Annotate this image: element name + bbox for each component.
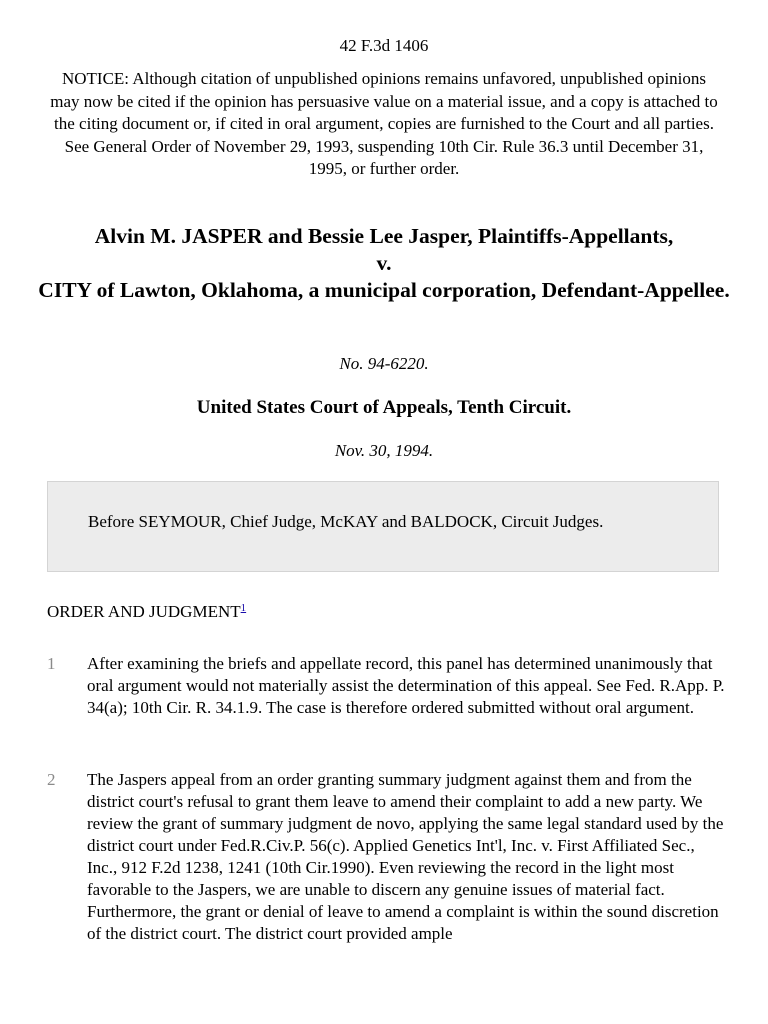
- judges-panel-box: [47, 481, 719, 572]
- paragraph-text: After examining the briefs and appellate record, this panel has determined unanimously that oral argument would not materially assist the determination of this appeal. See Fed. R.App. P. 34(a); 10th Cir. R. 34.1.9. The case is therefore ordered submitted without oral argument.: [87, 654, 725, 717]
- paragraph-number: 2: [47, 770, 56, 789]
- caption-defendant: CITY of Lawton, Oklahoma, a municipal corporation, Defendant-Appellee.: [38, 278, 730, 302]
- caption-plaintiffs: Alvin M. JASPER and Bessie Lee Jasper, Plaintiffs-Appellants,: [94, 224, 674, 248]
- court-name: United States Court of Appeals, Tenth Circuit.: [196, 397, 572, 418]
- decision-date: Nov. 30, 1994.: [334, 441, 434, 460]
- footnote-1-link[interactable]: 1: [240, 602, 247, 614]
- docket-number: No. 94-6220.: [339, 354, 429, 373]
- reporter-citation: 42 F.3d 1406: [339, 36, 429, 55]
- case-caption: [30, 223, 738, 304]
- caption-versus: v.: [376, 251, 392, 275]
- section-title: ORDER AND JUDGMENT: [47, 602, 241, 621]
- paragraph-text: The Jaspers appeal from an order granting summary judgment against them and from the district court's refusal to grant them leave to amend their complaint to add a new party. We review the grant of summary judgment de novo, applying the same legal standard used by the district court under Fed.R.Civ.P. 56(c). Applied Genetics Int'l, Inc. v. First Affiliated Sec., Inc., 912 F.2d 1238, 1241 (10th Cir.1990). Even reviewing the record in the light most favorable to the Jaspers, we are unable to discern any genuine issues of material fact. Furthermore, the grant or denial of leave to amend a complaint is within the sound discretion of the district court. The district court provided ample: [87, 770, 724, 943]
- judges-panel-text: Before SEYMOUR, Chief Judge, McKAY and BALDOCK, Circuit Judges.: [88, 512, 604, 531]
- unpublished-notice: NOTICE: Although citation of unpublished opinions remains unfavored, unpublished opinions may now be cited if the opinion has persuasive value on a material issue, and a copy is attached to the citing document or, if cited in oral argument, copies are furnished to the Court and all parties. See General Order of November 29, 1993, suspending 10th Cir. Rule 36.3 until December 31, 1995, or further order.: [50, 69, 718, 178]
- order-and-judgment-heading: [47, 601, 246, 623]
- paragraph-number: 1: [47, 654, 56, 673]
